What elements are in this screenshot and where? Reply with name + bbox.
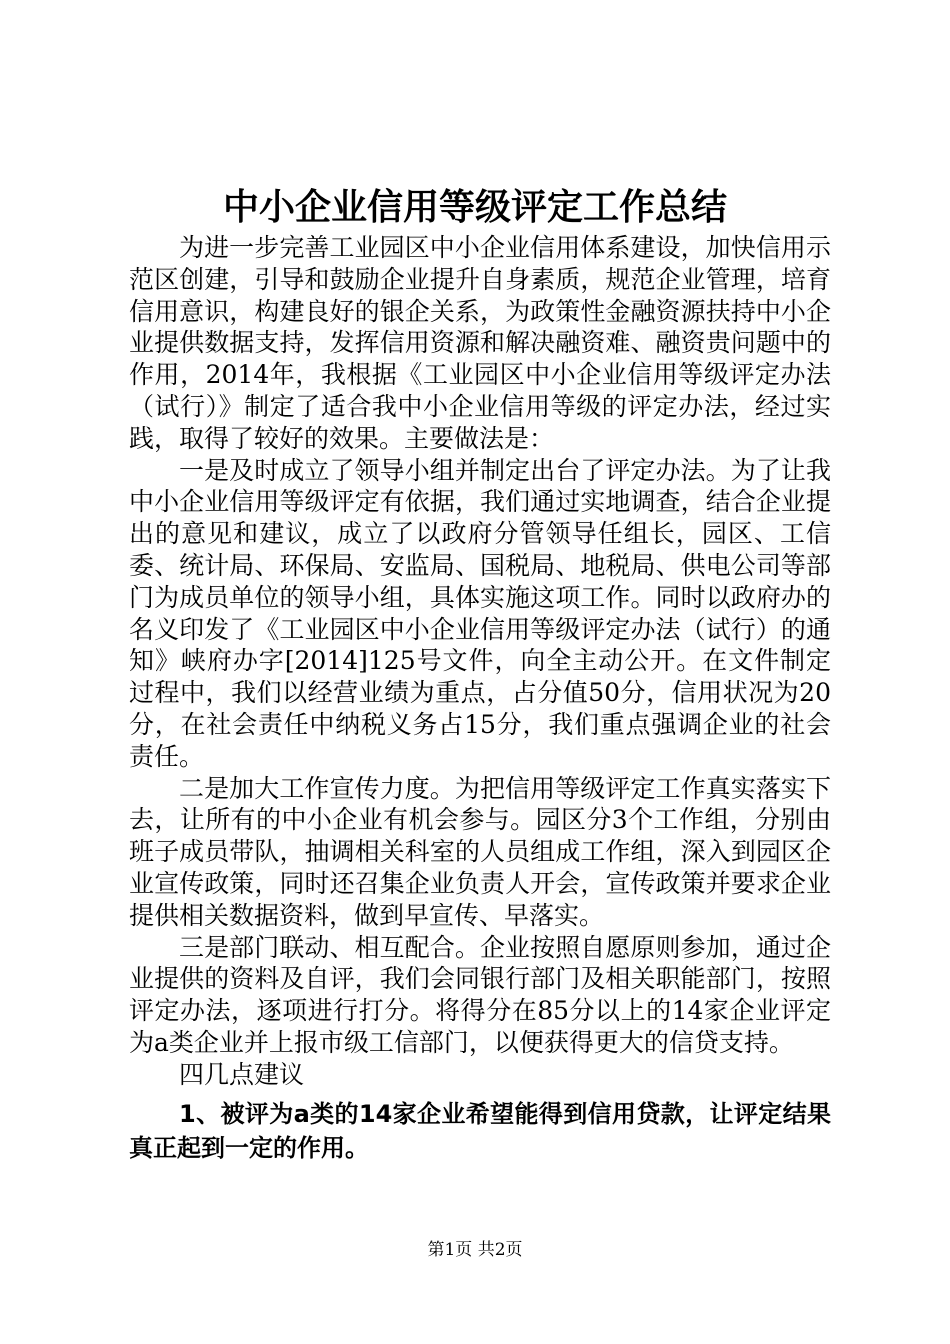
document-title: 中小企业信用等级评定工作总结 bbox=[222, 187, 727, 228]
page-footer: 第1页 共2页 bbox=[427, 1240, 523, 1260]
paragraph-third-measure: 三是部门联动、相互配合。企业按照自愿原则参加，通过企业提供的资料及自评，我们会同银行部门及相关职能部门，按照评定办法，逐项进行打分。将得分在85分以上的14家企业评定为a类企业并上报市级工信部门，以便获得更大的信贷支持。 bbox=[129, 932, 831, 1057]
paragraph-first-measure: 一是及时成立了领导小组并制定出台了评定办法。为了让我中小企业信用等级评定有依据，我们通过实地调查，结合企业提出的意见和建议，成立了以政府分管领导任组长，园区、工信委、统计局、环保局、安监局、国税局、地税局、供电公司等部门为成员单位的领导小组，具体实施这项工作。同时以政府办的名义印发了《工业园区中小企业信用等级评定办法（试行）的通知》峡府办字[2014]125号文件，向全主动公开。在文件制定过程中，我们以经营业绩为重点，占分值50分，信用状况为20分，在社会责任中纳税义务占15分，我们重点强调企业的社会责任。 bbox=[129, 455, 831, 771]
paragraph-intro: 为进一步完善工业园区中小企业信用体系建设，加快信用示范区创建，引导和鼓励企业提升自身素质，规范企业管理，培育信用意识，构建良好的银企关系，为政策性金融资源扶持中小企业提供数据支持，发挥信用资源和解决融资难、融资贵问题中的作用，2014年，我根据《工业园区中小企业信用等级评定办法（试行）》制定了适合我中小企业信用等级的评定办法，经过实践，取得了较好的效果。主要做法是： bbox=[129, 233, 831, 453]
section-heading-suggestions: 四几点建议 bbox=[179, 1059, 305, 1089]
suggestion-item-1: 1、被评为a类的14家企业希望能得到信用贷款，让评定结果真正起到一定的作用。 bbox=[129, 1099, 831, 1162]
paragraph-second-measure: 二是加大工作宣传力度。为把信用等级评定工作真实落实下去，让所有的中小企业有机会参与。园区分3个工作组，分别由班子成员带队，抽调相关科室的人员组成工作组，深入到园区企业宣传政策，同时还召集企业负责人开会，宣传政策并要求企业提供相关数据资料，做到早宣传、早落实。 bbox=[129, 773, 831, 930]
document-body bbox=[129, 232, 831, 1165]
